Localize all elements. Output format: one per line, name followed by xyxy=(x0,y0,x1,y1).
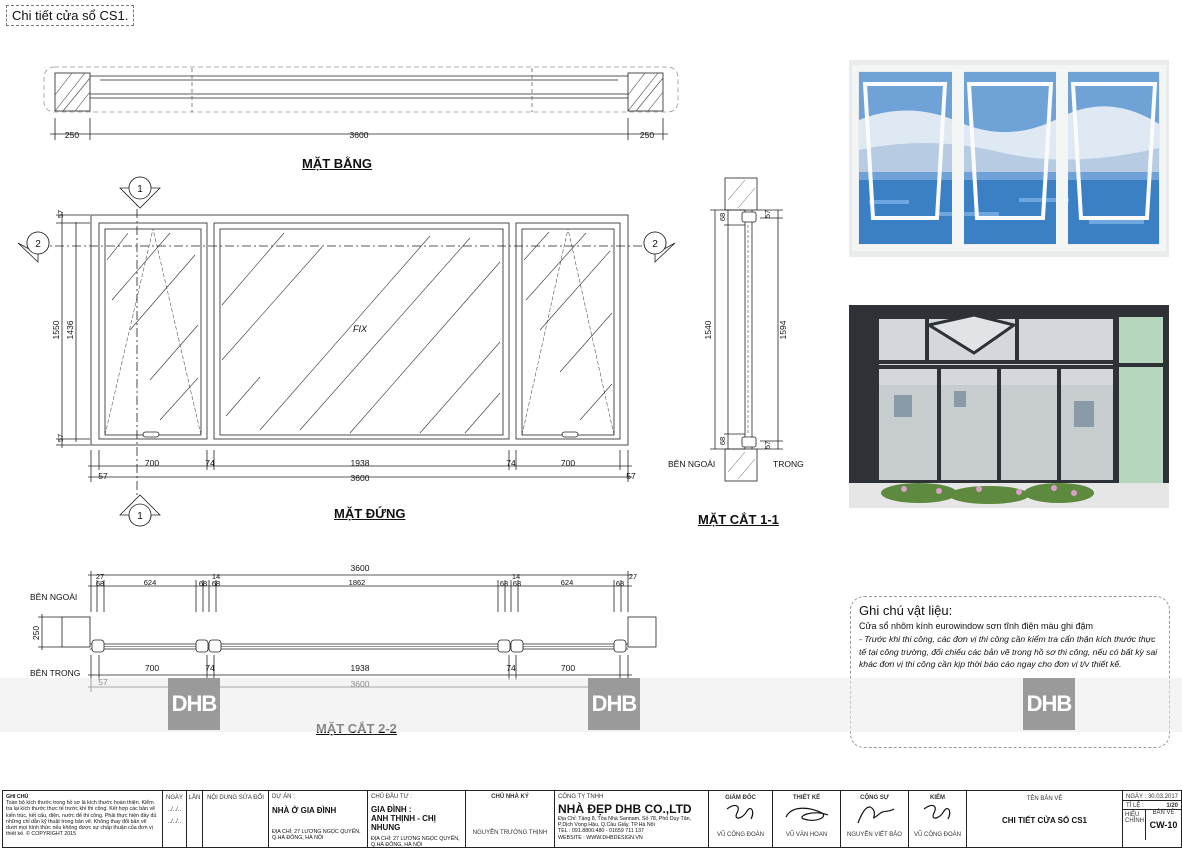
tb-signer-role: THIẾT KẾ xyxy=(792,795,821,801)
s11-dim: 68 xyxy=(718,436,727,446)
elev-dim: 57 xyxy=(56,433,65,443)
tb-ngay-value: 30.03.2017 xyxy=(1147,794,1178,800)
s11-dim: 1540 xyxy=(703,320,713,340)
tb-chunhaky-name: NGUYỄN TRƯỜNG THỊNH xyxy=(472,830,548,836)
tb-rev-content-col xyxy=(203,791,269,847)
tb-company-name: NHÀ ĐẸP DHB CO.,LTD xyxy=(558,802,692,816)
tb-signer xyxy=(841,791,909,847)
photo-awning-windows xyxy=(849,60,1169,257)
tb-signer-name: VŨ CÔNG ĐOÀN xyxy=(913,832,961,838)
s22-top-dim: 1862 xyxy=(348,578,366,587)
title-block xyxy=(2,790,1182,848)
elev-dim: 1550 xyxy=(51,320,61,340)
signature-image xyxy=(852,801,898,827)
tb-signer-name: NGUYỄN VIẾT BẢO xyxy=(847,832,902,838)
tb-rev-date: ../../.. xyxy=(167,807,182,813)
s11-dim: 68 xyxy=(718,212,727,222)
elev-dim: 700 xyxy=(560,458,576,468)
notes-line1: Cửa sổ nhôm kính eurowindow sơn tĩnh điện màu ghi đậm xyxy=(859,621,1094,631)
tb-hieuchinh-label: HIỆU CHỈNH xyxy=(1123,810,1146,840)
s11-inside-label: TRONG xyxy=(773,459,804,469)
notes-title: Ghi chú vật liệu: xyxy=(859,603,953,618)
section-mark-label: 2 xyxy=(35,239,41,250)
section-mark-label: 2 xyxy=(652,239,658,250)
s22-bottom-dim: 1938 xyxy=(350,663,370,673)
s22-overall-top: 3600 xyxy=(350,563,370,573)
elev-dim: 74 xyxy=(506,458,516,468)
tb-rev-header: NỘI DUNG SỬA ĐỔI xyxy=(207,795,264,801)
tb-tenbanve-value: CHI TIẾT CỬA SỔ CS1 xyxy=(1001,816,1087,825)
elev-dim: 1436 xyxy=(65,320,75,340)
s22-top-dim: 68 xyxy=(499,579,509,588)
plan-caption: MẶT BẰNG xyxy=(302,156,373,171)
tb-rev-header: NGÀY xyxy=(165,795,183,801)
elev-dim: 74 xyxy=(205,458,215,468)
signature-image xyxy=(918,801,958,827)
s11-dim: 57 xyxy=(763,209,772,219)
watermark-logo: DHB xyxy=(588,678,640,730)
tb-tyle-value: 1/20 xyxy=(1166,803,1178,809)
tb-rev-lan-col xyxy=(187,791,203,847)
tb-banve-value: CW-10 xyxy=(1149,820,1178,830)
tb-rev-header: LẦN xyxy=(188,795,201,801)
s22-inside-label: BÊN TRONG xyxy=(30,668,81,678)
s22-top-dim: 68 xyxy=(211,579,221,588)
tb-rev-date: ../../.. xyxy=(167,819,182,825)
tb-chudautu xyxy=(368,791,466,847)
tb-ghichu-text: Toàn bộ kích thước trong hồ sơ là kích thước hoàn thiện. Kiểm tra lại kích thước thực tế trước khi thi công. Kết hợp các bản vẽ kiến trúc, kết cấu, điện, nước để thi công. Phải thực hiện đầy đủ những chỉ dẫn kỹ thuật trong bản vẽ. Không thay đổi bản vẽ dưới mọi hình thức nếu không được sự chấp thuận của đơn vị thiết kế. © COPYRIGHT 2015 xyxy=(6,800,157,838)
fix-label: FIX xyxy=(352,324,368,334)
watermark-logo: DHB xyxy=(168,678,220,730)
section-mark-label: 1 xyxy=(137,184,143,195)
notes-line2: - Trước khi thi công, các đơn vị thi công cần kiểm tra cẩn thận kích thước thực tế tại công trường, đối chiếu các bản vẽ trong hồ sơ thi công, nếu có bất kỳ sai khác đơn vị thi công cần kịp thời báo cáo ngay cho đơn vị t/v thiết kế. xyxy=(859,634,1158,669)
tb-tenbanve xyxy=(967,791,1123,847)
tb-signer xyxy=(709,791,773,847)
s22-bottom-dim: 74 xyxy=(205,663,215,673)
tb-company-tel: TEL : 091.8800.480 - 01659 711 137 xyxy=(558,828,644,835)
tb-meta xyxy=(1123,791,1181,847)
tb-banve-label: BẢN VẼ xyxy=(1152,810,1175,816)
s22-top-dim: 68 xyxy=(198,579,208,588)
section-1-1-view xyxy=(710,178,783,481)
tb-duan xyxy=(269,791,368,847)
tb-ghichu xyxy=(3,791,163,847)
s22-bottom-dim: 700 xyxy=(144,663,160,673)
tb-signer-role: CỘNG SỰ xyxy=(860,795,889,801)
tb-signer xyxy=(773,791,841,847)
tb-duan-addr: ĐỊA CHỈ: 27 LƯƠNG NGỌC QUYẾN, Q.HÀ ĐÔNG, HÀ NỘI xyxy=(272,829,361,842)
signature-image xyxy=(782,801,832,827)
tb-signer-role: GIÁM ĐỐC xyxy=(725,795,756,801)
elevation-caption: MẶT ĐỨNG xyxy=(334,506,406,521)
plan-dim: 3600 xyxy=(349,130,369,140)
tb-chudautu-label: CHỦ ĐẦU TƯ : xyxy=(371,794,413,800)
tb-company-addr: Địa Chỉ: Tầng 8, Tòa Nhà Sannam, Số 78, Phố Duy Tân, P.Dịch Vọng Hậu, Q.Cầu Giấy, TP.Hà Nội xyxy=(558,816,692,829)
watermark-logo: DHB xyxy=(1023,678,1075,730)
s22-bottom-dim: 700 xyxy=(560,663,576,673)
tb-chudautu-value: ANH THỊNH - CHỊ NHUNG xyxy=(371,814,436,832)
elev-dim: 1938 xyxy=(350,458,370,468)
s11-dim: 1594 xyxy=(778,320,788,340)
tb-chunhaky xyxy=(466,791,555,847)
tb-ngay-label: NGÀY : xyxy=(1126,794,1147,800)
tb-company xyxy=(555,791,709,847)
tb-chunhaky-label: CHỦ NHÀ KÝ xyxy=(491,794,529,800)
s22-top-dim: 14 xyxy=(511,572,521,581)
photo-bay-window xyxy=(849,305,1169,508)
tb-rev-date-col xyxy=(163,791,187,847)
s22-top-dim: 68 xyxy=(95,579,105,588)
s22-top-dim: 14 xyxy=(211,572,221,581)
elev-dim: 57 xyxy=(56,209,65,219)
s22-top-dim: 27 xyxy=(95,572,105,581)
tb-signer-role: KIỂM xyxy=(930,795,945,801)
elev-dim: 700 xyxy=(144,458,160,468)
elev-dim: 57 xyxy=(98,471,108,481)
tb-company-web: WEBSITE : WWW.DHBDESIGN.VN xyxy=(558,834,643,841)
tb-company-label: CÔNG TY TNHH xyxy=(558,794,604,800)
s22-top-dim: 624 xyxy=(560,578,574,587)
tb-tenbanve-label: TÊN BẢN VẼ xyxy=(1026,796,1063,802)
signature-image xyxy=(721,801,761,827)
section-mark-label: 1 xyxy=(137,511,143,522)
s22-top-dim: 68 xyxy=(615,579,625,588)
sheet-title: Chi tiết cửa sổ CS1. xyxy=(6,5,134,26)
s22-top-dim: 68 xyxy=(512,579,522,588)
section-2-2-view xyxy=(38,571,656,692)
s22-top-dim: 624 xyxy=(143,578,157,587)
section11-caption: MẶT CẮT 1-1 xyxy=(698,512,779,527)
s22-top-dim: 27 xyxy=(628,572,638,581)
plan-dim: 250 xyxy=(639,130,655,140)
s22-bottom-dim: 74 xyxy=(506,663,516,673)
tb-signer-name: VŨ VĂN HOAN xyxy=(785,832,828,838)
s11-outside-label: BÊN NGOÀI xyxy=(668,459,716,469)
tb-duan-value: NHÀ Ở GIA ĐÌNH xyxy=(272,806,337,815)
tb-signer xyxy=(909,791,967,847)
tb-duan-label: DỰ ÁN : xyxy=(272,794,295,800)
tb-chudautu-addr: ĐỊA CHỈ: 27 LƯƠNG NGỌC QUYẾN, Q.HÀ ĐÔNG, HÀ NỘI xyxy=(371,836,460,847)
tb-signer-name: VŨ CÔNG ĐOÀN xyxy=(716,832,764,838)
plan-dim: 250 xyxy=(64,130,80,140)
elevation-view xyxy=(38,192,656,520)
s22-outside-label: BÊN NGOÀI xyxy=(30,592,78,602)
elev-overall: 3600 xyxy=(350,473,370,483)
s22-side-dim: 250 xyxy=(31,625,41,641)
tb-ghichu-label: GHI CHÚ xyxy=(6,794,29,800)
tb-chudautu-value: GIA ĐÌNH : xyxy=(371,805,412,814)
s11-dim: 57 xyxy=(763,440,772,450)
tb-tyle-label: TỈ LỆ : xyxy=(1126,803,1144,809)
elev-dim: 57 xyxy=(626,471,636,481)
